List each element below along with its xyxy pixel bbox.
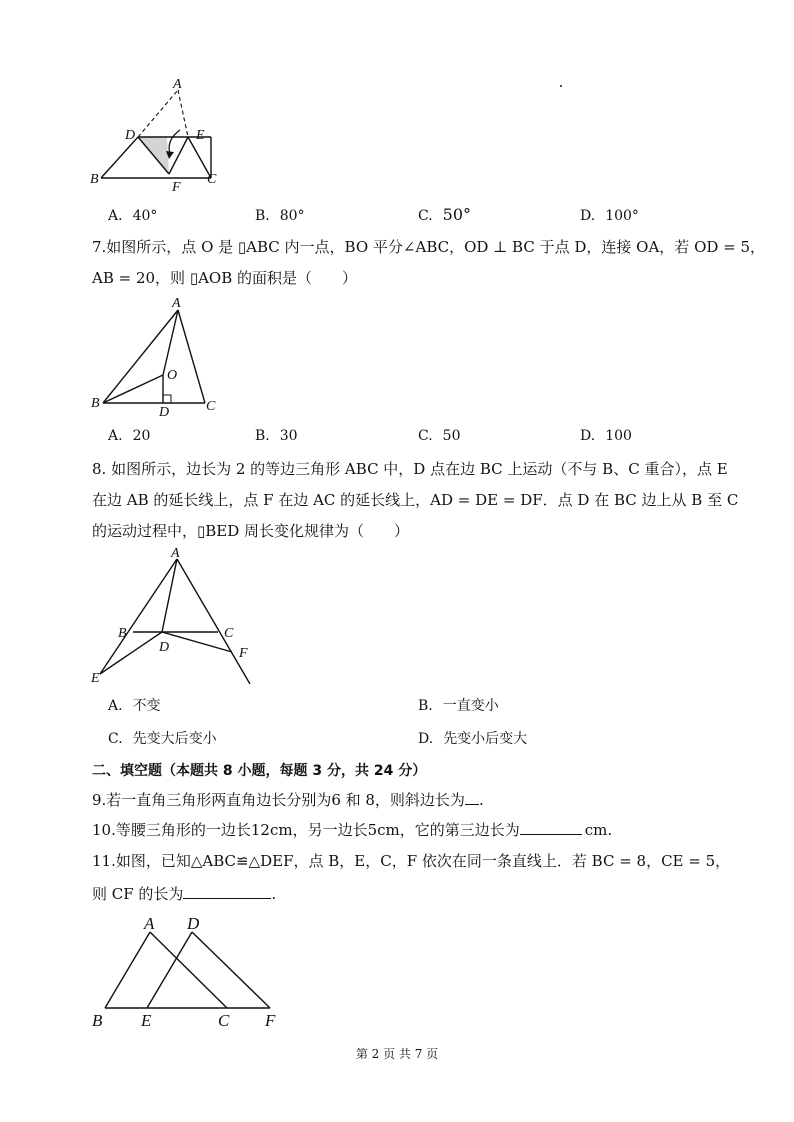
q8-text-line1: 8. 如图所示，边长为 2 的等边三角形 ABC 中，D 点在边 BC 上运动（不与 B、C 重合），点 E <box>92 460 728 478</box>
option-value: 40° <box>132 208 158 224</box>
q10-text: 10.等腰三角形的一边长12cm，另一边长5cm，它的第三边长为 <box>92 821 520 839</box>
option-value: 先变大后变小 <box>132 731 217 747</box>
option-letter: D. <box>580 208 596 224</box>
option-value: 100° <box>605 208 639 224</box>
option-letter: C. <box>418 208 433 224</box>
q7-text-line1: 7.如图所示，点 O 是 ▯ABC 内一点，BO 平分∠ABC，OD ⊥ BC 于点 D，连接 OA，若 OD = 5， <box>92 238 766 256</box>
q7-option-d[interactable] <box>580 426 632 446</box>
q11-end: . <box>271 885 277 903</box>
option-value: 80° <box>279 208 305 224</box>
page-footer: 第 2 页 共 7 页 <box>355 1047 439 1061</box>
q6-option-a[interactable] <box>108 206 157 226</box>
q11-text-line1: 11.如图，已知△ABC≌△DEF，点 B，E，C，F 依次在同一条直线上．若 BC = 8，CE = 5， <box>92 852 731 870</box>
q11-answer-blank[interactable] <box>183 884 271 899</box>
q11-label-B: B <box>92 1011 103 1030</box>
option-value: 先变小后变大 <box>443 731 528 747</box>
q11-label-E: E <box>141 1011 152 1030</box>
q7-text-line2: AB = 20，则 ▯AOB 的面积是（ ） <box>92 269 357 287</box>
option-value: 100 <box>605 428 632 444</box>
q8-text-line2: 在边 AB 的延长线上，点 F 在边 AC 的延长线上，AD = DE = DF．点 D 在 BC 边上从 B 至 C <box>92 491 739 509</box>
option-letter: A. <box>108 428 123 444</box>
option-letter: D. <box>418 731 434 747</box>
option-value: 50 <box>442 428 461 444</box>
q11-label-C: C <box>218 1011 230 1030</box>
q8-label-F: F <box>239 646 248 661</box>
option-letter: B. <box>255 208 270 224</box>
q11-label-D: D <box>187 914 200 933</box>
q7-label-B: B <box>91 396 100 411</box>
q8-label-B: B <box>118 626 127 641</box>
q7-option-c[interactable] <box>418 426 461 446</box>
q9-end: . <box>478 791 484 809</box>
q8-figure <box>88 542 268 687</box>
option-value: 50° <box>442 205 472 224</box>
q8-label-D: D <box>159 640 170 655</box>
q7-option-a[interactable] <box>108 426 150 446</box>
q8-label-C: C <box>224 626 234 641</box>
option-letter: B. <box>418 698 433 714</box>
q7-label-D: D <box>159 405 170 419</box>
q6-option-c[interactable] <box>418 205 471 226</box>
q11-label-F: F <box>265 1011 276 1030</box>
q10-end: . <box>607 821 613 839</box>
q8-label-E: E <box>91 671 100 686</box>
q7-figure <box>88 294 228 419</box>
q10-question <box>92 820 612 840</box>
q9-text: 9.若一直角三角形两直角边长分别为6 和 8，则斜边长为 <box>92 791 465 809</box>
q11-figure <box>88 912 293 1032</box>
option-value: 30 <box>279 428 298 444</box>
option-letter: D. <box>580 428 596 444</box>
q8-text-line3: 的运动过程中，▯BED 周长变化规律为（ ） <box>92 522 410 540</box>
option-letter: B. <box>255 428 270 444</box>
q6-label-D: D <box>125 128 136 143</box>
q6-option-d[interactable] <box>580 206 639 226</box>
q8-option-c[interactable] <box>108 729 217 749</box>
q6-option-b[interactable] <box>255 206 305 226</box>
q7-label-A: A <box>172 296 181 311</box>
option-letter: A. <box>108 208 123 224</box>
q6-label-B: B <box>90 172 99 187</box>
stray-dot <box>560 85 562 87</box>
option-value: 20 <box>132 428 151 444</box>
q6-label-A: A <box>173 78 182 92</box>
q7-label-C: C <box>206 399 216 414</box>
q8-label-A: A <box>171 546 180 561</box>
option-letter: C. <box>418 428 433 444</box>
option-letter: A. <box>108 698 123 714</box>
q6-label-F: F <box>172 180 181 195</box>
section-2-title: 二、填空题（本题共 8 小题，每题 3 分，共 24 分） <box>92 763 427 779</box>
q6-figure <box>88 78 228 198</box>
q7-option-b[interactable] <box>255 426 298 446</box>
q8-option-b[interactable] <box>418 696 499 716</box>
q8-option-a[interactable] <box>108 696 161 716</box>
q9-answer-blank[interactable] <box>465 790 479 805</box>
q9-question <box>92 790 484 810</box>
q10-answer-blank[interactable] <box>520 820 582 835</box>
option-value: 一直变小 <box>442 698 499 714</box>
q6-label-E: E <box>196 128 205 143</box>
option-letter: C. <box>108 731 123 747</box>
q11-label-A: A <box>144 914 155 933</box>
q7-label-O: O <box>167 368 178 383</box>
option-value: 不变 <box>132 698 161 714</box>
q8-option-d[interactable] <box>418 729 527 749</box>
q6-label-C: C <box>207 172 217 187</box>
q11-question-line2 <box>92 884 276 904</box>
q11-text-line2: 则 CF 的长为 <box>92 885 184 903</box>
q10-unit: cm <box>584 821 608 839</box>
